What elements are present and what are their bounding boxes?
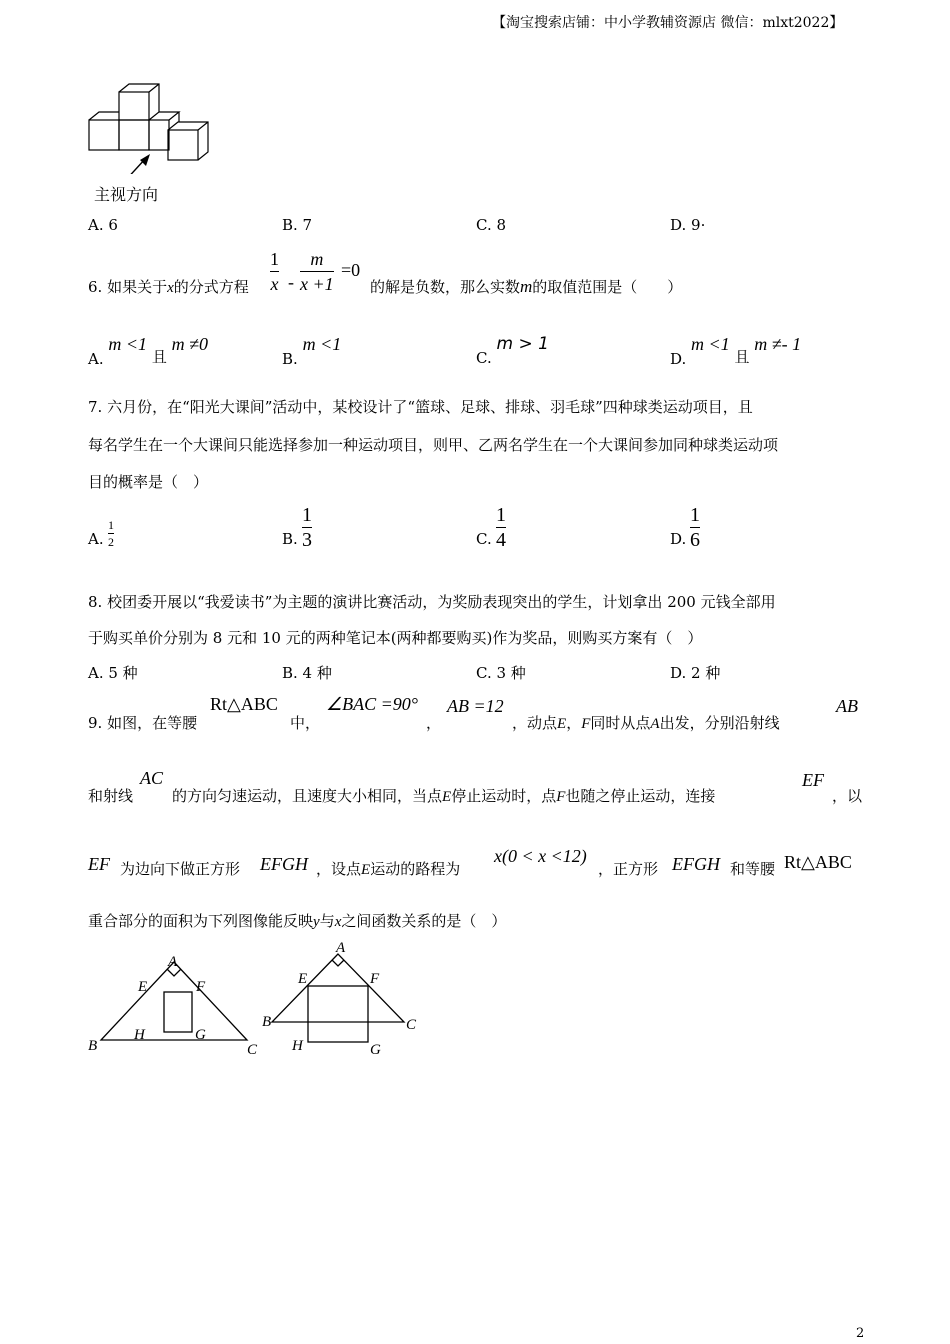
q6-fraction-1: 1 x [270, 249, 279, 294]
q6-fraction-2: m x +1 [300, 249, 334, 294]
q6-equals-zero: =0 [341, 260, 361, 280]
q7-option-a-fraction: 1 2 [108, 518, 114, 549]
q5-option-a: A. 6 [88, 216, 118, 234]
q9-line-1c: ， [426, 714, 442, 732]
q9-square-efgh-1: EFGH [260, 854, 308, 874]
q7-line-1: 7. 六月份，在“阳光大课间”活动中，某校设计了“篮球、足球、排球、羽毛球”四种球类运动项目，且 [88, 398, 753, 416]
q6-option-b: B. m <1 [282, 334, 342, 368]
fig1-label-e: E [138, 979, 148, 995]
q9-line-2a: 和射线 [88, 787, 134, 805]
q8-line-2: 于购买单价分别为 8 元和 10 元的两种笔记本(两种都要购买)作为奖品，则购买方案有（ ） [88, 629, 703, 647]
q7-option-c-fraction: 1 4 [496, 504, 506, 551]
q6-suffix: 的解是负数，那么实数m的取值范围是（ ） [370, 277, 683, 296]
q7-option-b: B. [282, 530, 298, 548]
q9-line-3a: 为边向下做正方形 [120, 860, 241, 878]
fig2-label-c: C [406, 1017, 417, 1033]
q9-line-1b: 中， [290, 714, 321, 732]
q7-option-d: D. [670, 530, 687, 548]
q9-line-2g: ，以 [832, 787, 863, 805]
q9-x-range: x(0 < x <12) [494, 846, 587, 866]
q8-option-a: A. 5 种 [88, 664, 138, 682]
q7-line-3: 目的概率是（ ） [88, 473, 209, 491]
fig1-label-f: F [196, 979, 206, 995]
q9-line-1d: ，动点E，F同时从点A出发，分别沿射线 [512, 714, 780, 732]
q6-minus: - [288, 272, 294, 292]
q6-option-d: D. m <1 且 m ≠- 1 [670, 334, 802, 368]
q9-ef-side: EF [88, 854, 110, 874]
q9-ray-ac: AC [140, 768, 164, 788]
q7-option-d-fraction: 1 6 [690, 504, 700, 551]
q8-option-b: B. 4 种 [282, 664, 332, 682]
fig2-label-h: H [292, 1038, 303, 1054]
q8-line-1: 8. 校团委开展以“我爱读书”为主题的演讲比赛活动，为奖励表现突出的学生，计划拿出 200 元钱全部用 [88, 593, 776, 611]
q8-option-d: D. 2 种 [670, 664, 721, 682]
fig1-label-g: G [195, 1027, 206, 1043]
fig2-label-g: G [370, 1042, 381, 1058]
q9-ray-ab: AB [836, 696, 858, 716]
fig2-label-a: A [336, 940, 346, 956]
q7-line-2: 每名学生在一个大课间只能选择参加一种运动项目，则甲、乙两名学生在一个大课间参加同种球类运动项 [88, 436, 779, 454]
q7-option-a: A. [88, 530, 104, 548]
fig2-label-b: B [262, 1014, 272, 1030]
q9-line-3f: 和等腰 [730, 860, 776, 878]
cube-stack-figure [82, 78, 222, 174]
fig1-label-c: C [247, 1042, 258, 1058]
q9-figure-2 [256, 936, 436, 1061]
q9-angle-bac: ∠BAC =90° [326, 694, 418, 714]
q9-rt-abc-2: Rt△ABC [784, 852, 852, 872]
q9-line-3b: ，设点E运动的路程为 [316, 860, 461, 878]
q7-option-c: C. [476, 530, 492, 548]
q9-ab-length: AB =12 [447, 696, 504, 716]
fig1-label-b: B [88, 1038, 98, 1054]
q6-option-a: A. m <1 且 m ≠0 [88, 334, 209, 368]
q5-option-b: B. 7 [282, 216, 313, 234]
q9-line-3e: ，正方形 [598, 860, 659, 878]
q9-square-efgh-2: EFGH [672, 854, 720, 874]
page-number: 2 [856, 1326, 865, 1341]
q9-rt-abc-1: Rt△ABC [210, 694, 278, 714]
q8-option-c: C. 3 种 [476, 664, 526, 682]
fig2-label-e: E [298, 971, 308, 987]
q7-option-b-fraction: 1 3 [302, 504, 312, 551]
q9-line-4: 重合部分的面积为下列图像能反映y与x之间函数关系的是（ ） [88, 912, 507, 930]
q9-line-2b: 的方向匀速运动，且速度大小相同，当点E停止运动时，点F也随之停止运动，连接 [172, 787, 716, 805]
fig2-label-f: F [370, 971, 380, 987]
q9-figure-1 [82, 950, 272, 1060]
q5-option-d: D. 9· [670, 216, 706, 234]
fig1-label-a: A [168, 954, 178, 970]
q6-prefix: 6. 如果关于x的分式方程 [88, 278, 249, 296]
q5-option-c: C. 8 [476, 216, 507, 234]
page-header: 【淘宝搜索店铺：中小学教辅资源店 微信：mlxt2022】 [492, 15, 844, 31]
q6-option-c: C. m > 1 [476, 334, 549, 367]
view-direction-caption: 主视方向 [94, 185, 159, 204]
fig1-label-h: H [134, 1027, 145, 1043]
q9-line-1: 9. 如图，在等腰 [88, 714, 198, 732]
q9-segment-ef: EF [802, 770, 824, 790]
